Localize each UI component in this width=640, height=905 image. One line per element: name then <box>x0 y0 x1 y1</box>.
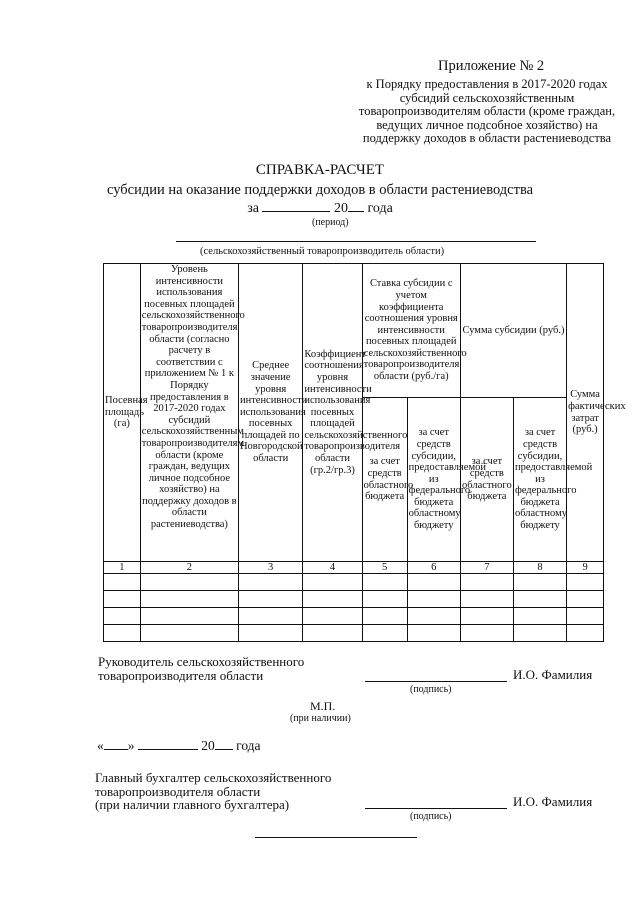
head-signature-caption: (подпись) <box>410 684 452 695</box>
table-cell[interactable] <box>567 574 604 591</box>
table-cell[interactable] <box>362 591 407 608</box>
table-cell[interactable] <box>513 625 566 642</box>
header-subsidy-rate: Ставка субсидии с учетом коэффициента соотношения уровня интенсивности посевных площадей сельскохозяйственного товаропроизводителя области (руб./га) <box>362 264 460 398</box>
column-number: 1 <box>104 562 141 574</box>
date-year: 20 <box>201 738 215 753</box>
table-cell[interactable] <box>362 625 407 642</box>
table-cell[interactable] <box>407 608 460 625</box>
year-blank[interactable] <box>348 201 364 212</box>
header-sum-federal: за счет средств субсидии, предоставляемой из федерального бюджета областному бюджету <box>513 398 566 562</box>
table-cell[interactable] <box>567 591 604 608</box>
bottom-line <box>255 837 417 838</box>
date-year-blank[interactable] <box>215 739 233 750</box>
column-numbers-row <box>104 562 604 574</box>
table-cell[interactable] <box>513 608 566 625</box>
period-prefix: за <box>247 201 259 216</box>
table-cell[interactable] <box>238 591 302 608</box>
table-row <box>104 574 604 591</box>
table-cell[interactable] <box>104 591 141 608</box>
head-name: И.О. Фамилия <box>513 667 593 682</box>
period-suffix: года <box>367 201 393 216</box>
period-caption: (период) <box>312 217 349 228</box>
date-day-blank[interactable] <box>104 739 128 750</box>
column-number: 6 <box>407 562 460 574</box>
header-rate-regional: за счет средств областного бюджета <box>362 398 407 562</box>
header-ratio-coefficient: Коэффициент соотношения уровня интенсивности использования посевных площадей сельскохозяйственного товаропроизводителя области (гр.2/гр.3) <box>303 264 362 562</box>
column-number: 5 <box>362 562 407 574</box>
accountant-label-line: (при наличии главного бухгалтера) <box>95 797 290 812</box>
column-number: 4 <box>303 562 362 574</box>
head-label <box>98 655 304 682</box>
accountant-name: И.О. Фамилия <box>513 794 593 809</box>
table-cell[interactable] <box>362 608 407 625</box>
accountant-label-line: товаропроизводителя области <box>95 783 261 799</box>
header-average-intensity: Среднее значение уровня интенсивности использования посевных площадей по Новгородской области <box>238 264 302 562</box>
table-cell[interactable] <box>238 608 302 625</box>
appendix-title: Приложение № 2 <box>438 58 545 74</box>
table-cell[interactable] <box>140 574 238 591</box>
period-blank[interactable] <box>262 201 330 212</box>
date-line <box>97 738 261 754</box>
table-cell[interactable] <box>140 591 238 608</box>
table-row <box>104 591 604 608</box>
table-cell[interactable] <box>513 574 566 591</box>
table-cell[interactable] <box>513 591 566 608</box>
table-cell[interactable] <box>140 625 238 642</box>
period-year: 20 <box>333 201 348 216</box>
head-signature-line[interactable] <box>365 681 507 682</box>
header-rate-federal: за счет средств субсидии, предоставляемой из федерального бюджета областному бюджету <box>407 398 460 562</box>
document-title: СПРАВКА-РАСЧЕТ <box>255 162 385 178</box>
table-cell[interactable] <box>362 574 407 591</box>
table-cell[interactable] <box>303 625 362 642</box>
table-cell[interactable] <box>140 608 238 625</box>
column-number: 8 <box>513 562 566 574</box>
appendix-text: к Порядку предоставления в 2017-2020 годах субсидий сельскохозяйственным товаропроизводителям области (кроме граждан, ведущих личное подсобное хозяйство) на поддержку доходов в области растениеводства <box>358 77 616 145</box>
table-cell[interactable] <box>567 625 604 642</box>
seal-caption: (при наличии) <box>290 713 351 724</box>
table-cell[interactable] <box>104 625 141 642</box>
column-number: 2 <box>140 562 238 574</box>
accountant-label-line: Главный бухгалтер сельскохозяйственного <box>95 770 332 785</box>
table-row <box>104 608 604 625</box>
calculation-table <box>103 263 626 642</box>
date-open-quote: « <box>97 738 104 753</box>
table-cell[interactable] <box>104 574 141 591</box>
date-close-quote: » <box>127 738 135 753</box>
document-subtitle: субсидии на оказание поддержки доходов в области растениеводства <box>106 182 534 198</box>
header-actual-costs: Сумма фактических затрат (руб.) <box>567 264 604 562</box>
period-line <box>0 201 640 217</box>
table-cell[interactable] <box>104 608 141 625</box>
accountant-signature-line[interactable] <box>365 808 507 809</box>
head-label-line: товаропроизводителя области <box>98 667 264 683</box>
table-cell[interactable] <box>407 625 460 642</box>
table-cell[interactable] <box>407 591 460 608</box>
table-cell[interactable] <box>460 625 513 642</box>
header-sown-area: Посевная площадь (га) <box>104 264 141 562</box>
producer-caption: (сельскохозяйственный товаропроизводитель области) <box>200 246 445 257</box>
column-number: 3 <box>238 562 302 574</box>
seal-label: М.П. <box>310 699 336 713</box>
table-cell[interactable] <box>303 591 362 608</box>
column-number: 7 <box>460 562 513 574</box>
table-cell[interactable] <box>303 608 362 625</box>
table-cell[interactable] <box>567 608 604 625</box>
date-month-blank[interactable] <box>138 739 198 750</box>
table-row <box>104 625 604 642</box>
table-cell[interactable] <box>407 574 460 591</box>
table-cell[interactable] <box>460 608 513 625</box>
header-intensity-level: Уровень интенсивности использования посевных площадей сельскохозяйственного товаропроизводителя области (согласно расчету в соответствии с приложением № 1 к Порядку предоставления в 2017-2020 годах субсидий сельскохозяйственным товаропроизводителям области (кроме граждан, ведущих личное подсобное хозяйство) на поддержку доходов в области растениеводства) <box>140 264 238 562</box>
table-cell[interactable] <box>460 574 513 591</box>
producer-line[interactable] <box>176 241 536 242</box>
accountant-signature-caption: (подпись) <box>410 811 452 822</box>
header-sum-regional: за счет средств областного бюджета <box>460 398 513 562</box>
table-cell[interactable] <box>238 574 302 591</box>
accountant-label <box>95 771 331 812</box>
column-number: 9 <box>567 562 604 574</box>
head-label-line: Руководитель сельскохозяйственного <box>98 654 305 669</box>
table-cell[interactable] <box>460 591 513 608</box>
table-cell[interactable] <box>303 574 362 591</box>
table-cell[interactable] <box>238 625 302 642</box>
date-suffix: года <box>236 738 261 753</box>
header-subsidy-sum: Сумма субсидии (руб.) <box>460 264 566 398</box>
